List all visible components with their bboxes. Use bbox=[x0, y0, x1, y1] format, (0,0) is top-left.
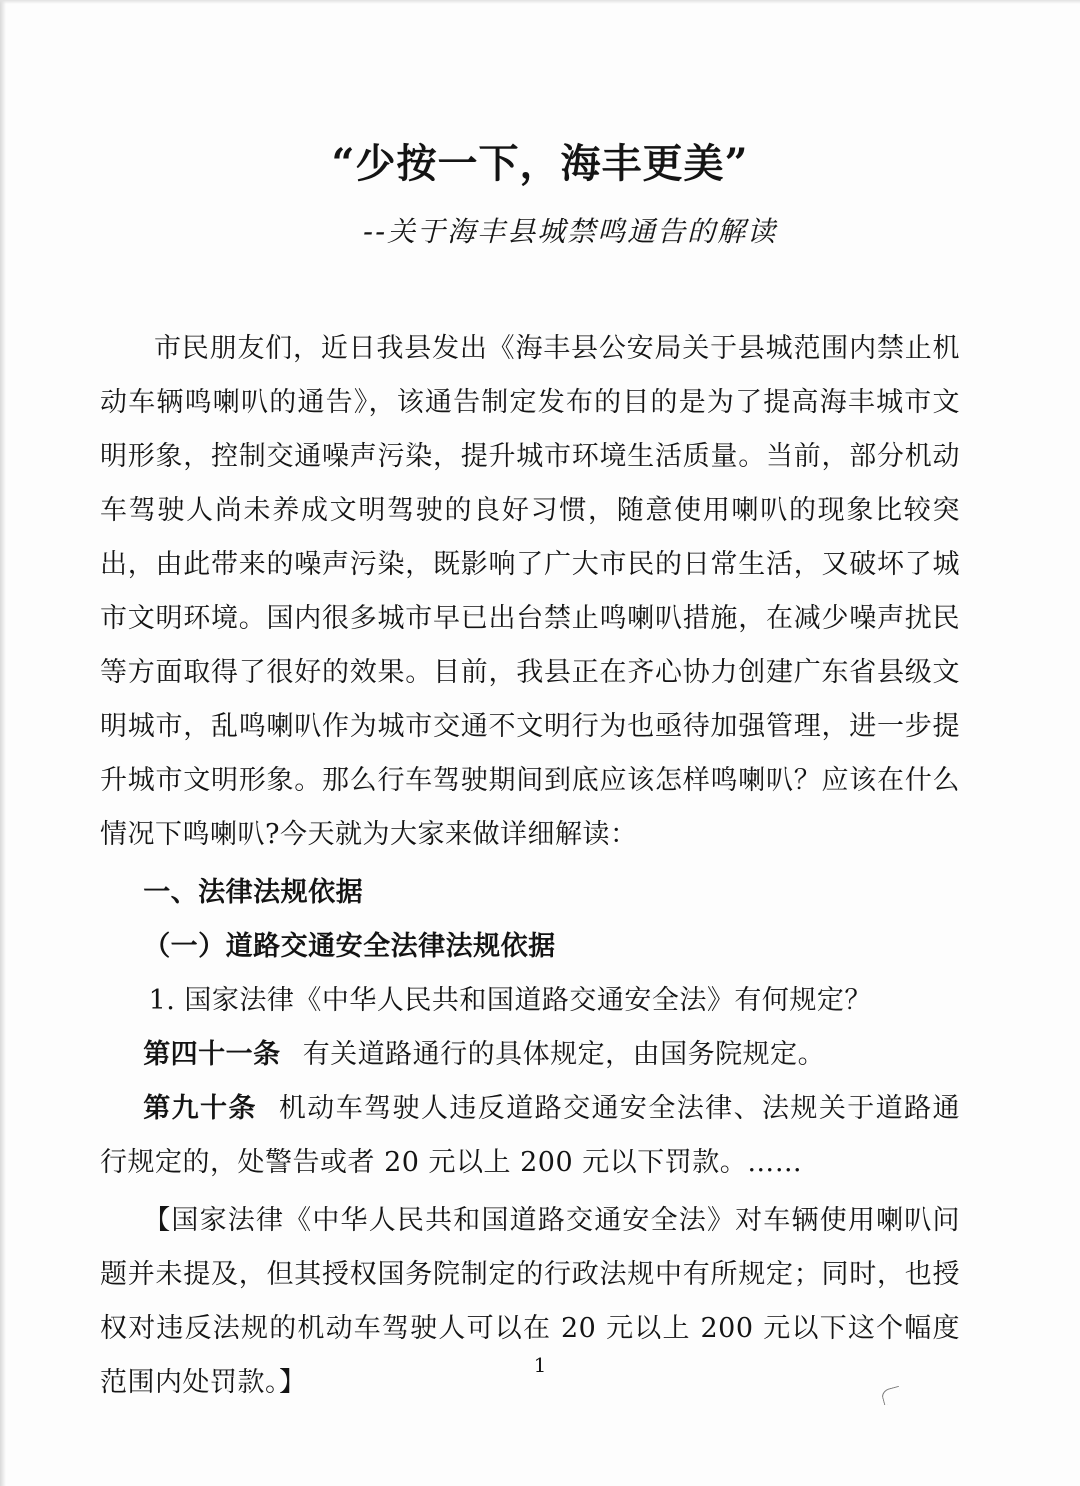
article-41-label: 第四十一条 bbox=[143, 1039, 281, 1070]
subsection-heading: （一）道路交通安全法律法规依据 bbox=[143, 931, 556, 962]
section-heading: 一、法律法规依据 bbox=[143, 877, 364, 908]
article-90-text: 机动车驾驶人违反道路交通安全法律、法规关于道路通行规定的，处警告或者 20 元以上 200 元以下罚款。…… bbox=[100, 1093, 961, 1178]
article-41-text: 有关道路通行的具体规定，由国务院规定。 bbox=[302, 1039, 826, 1070]
page-number: 1 bbox=[533, 1353, 547, 1377]
article-41-paragraph bbox=[100, 1028, 960, 1082]
document-title: “少按一下，海丰更美” bbox=[331, 140, 749, 187]
article-90-label: 第九十条 bbox=[143, 1093, 257, 1124]
note-paragraph: 【国家法律《中华人民共和国道路交通安全法》对车辆使用喇叭问题并未提及，但其授权国务院制定的行政法规中有所规定；同时，也授权对违反法规的机动车驾驶人可以在 20 元以上 200 元以下这个幅度范围内处罚款。】 bbox=[100, 1205, 960, 1398]
scan-edge-shadow-top bbox=[0, 0, 1080, 4]
document-body bbox=[100, 322, 960, 1410]
document-subtitle: --关于海丰县城禁鸣通告的解读 bbox=[362, 215, 778, 248]
intro-paragraph: 市民朋友们，近日我县发出《海丰县公安局关于县城范围内禁止机动车辆鸣喇叭的通告》，该通告制定发布的目的是为了提高海丰城市文明形象，控制交通噪声污染，提升城市环境生活质量。当前，部分机动车驾驶人尚未养成文明驾驶的良好习惯，随意使用喇叭的现象比较突出，由此带来的噪声污染，既影响了广大市民的日常生活，又破坏了城市文明环境。国内很多城市早已出台禁止鸣喇叭措施，在减少噪声扰民等方面取得了很好的效果。目前，我县正在齐心协力创建广东省县级文明城市，乱鸣喇叭作为城市交通不文明行为也亟待加强管理，进一步提升城市文明形象。那么行车驾驶期间到底应该怎样鸣喇叭？应该在什么情况下鸣喇叭?今天就为大家来做详细解读： bbox=[100, 333, 960, 850]
question-paragraph: 1. 国家法律《中华人民共和国道路交通安全法》有何规定？ bbox=[148, 985, 872, 1016]
article-90-paragraph bbox=[100, 1082, 960, 1190]
